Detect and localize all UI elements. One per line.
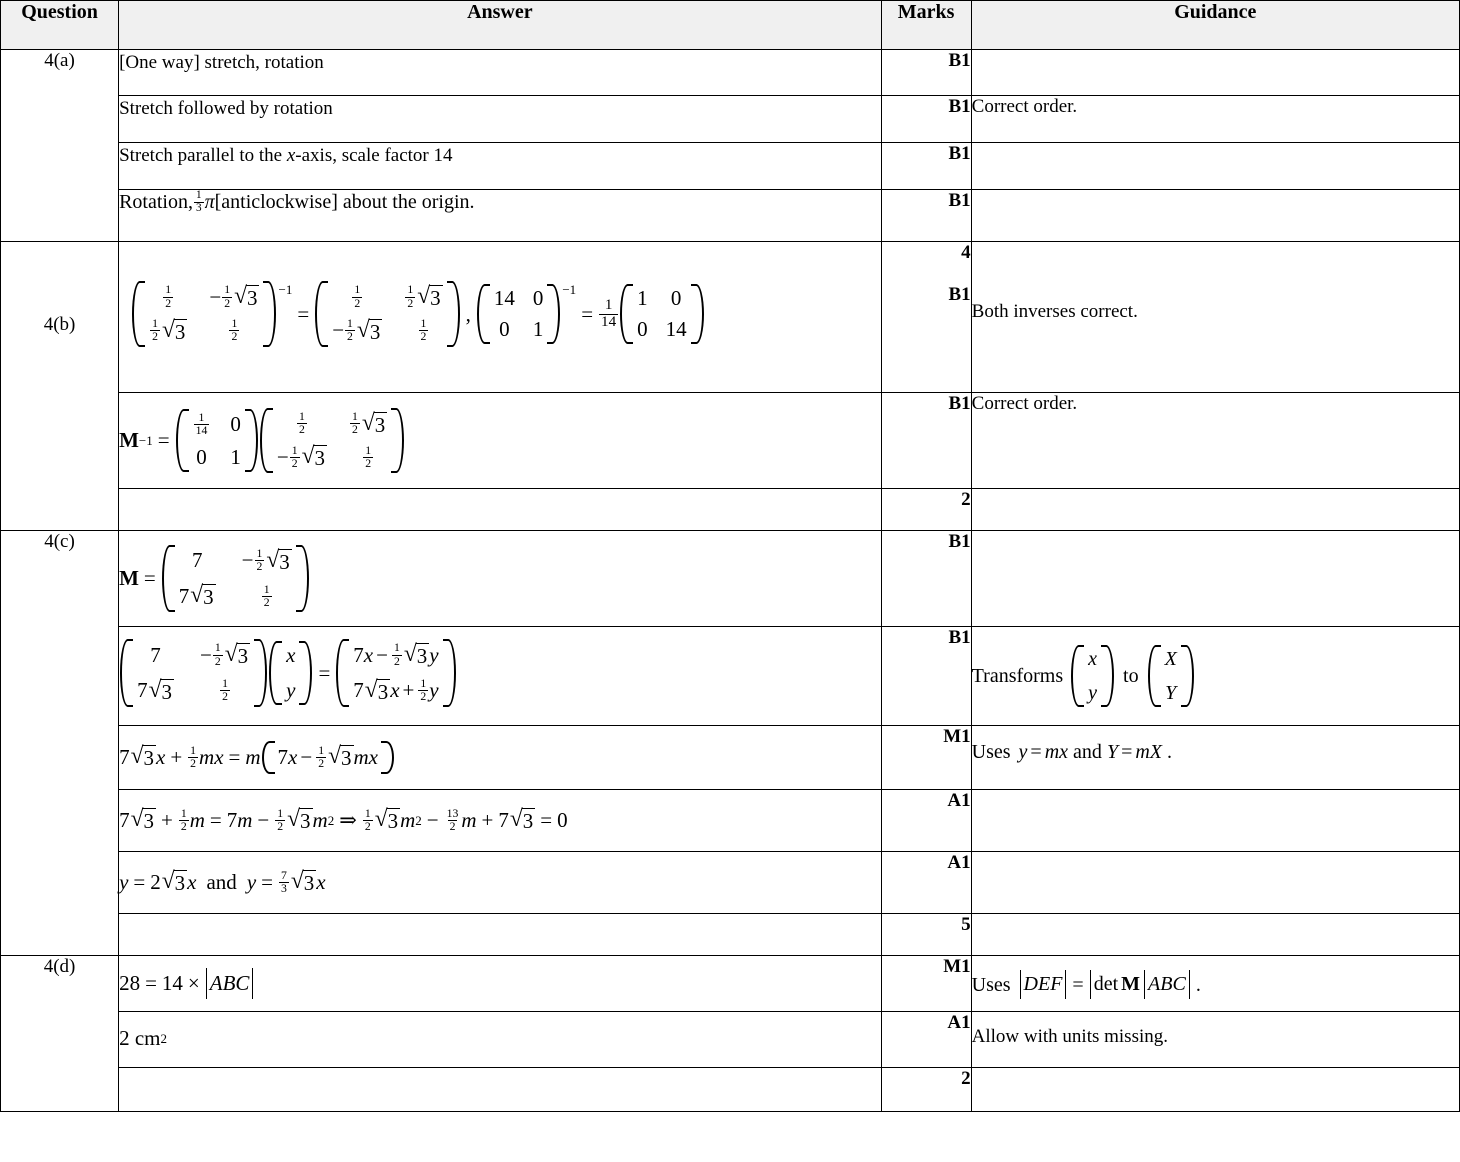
answer-text-suffix: -axis, scale factor 14 xyxy=(295,145,453,166)
marks-cell xyxy=(881,242,971,393)
matrix-M: 7 − $\frac{1}{2}$ √ 3 7 √ 3 $\frac{1}{2}$ xyxy=(120,639,267,706)
marks-cell: B1 xyxy=(881,531,971,627)
answer-cell xyxy=(119,489,882,531)
answer-text xyxy=(119,143,881,169)
answer-text-prefix: Stretch parallel to the xyxy=(119,145,287,166)
guidance-cell xyxy=(971,790,1459,852)
table-row xyxy=(1,726,1460,790)
vector-xy: x y xyxy=(269,641,312,705)
column-header-answer: Answer xyxy=(119,1,882,50)
marks-cell: B1 xyxy=(881,627,971,726)
exponent-minus-one: −1 xyxy=(562,282,577,298)
marks-cell: A1 xyxy=(881,1012,971,1068)
table-row xyxy=(1,531,1460,627)
answer-text: Stretch followed by rotation xyxy=(119,98,333,119)
marks-cell: A1 xyxy=(881,852,971,914)
answer-cell xyxy=(119,914,882,956)
marks-cell: B1 xyxy=(881,50,971,96)
marks-cell: M1 xyxy=(881,726,971,790)
answer-variable-x: x xyxy=(286,145,296,166)
table-row xyxy=(1,852,1460,914)
marks-subtotal-cell: 5 xyxy=(881,914,971,956)
guidance-cell xyxy=(971,50,1459,96)
answer-expression-transform: 7 − $\frac{1}{2}$ √ 3 7 √ 3 $\frac{1}{2}$ x y = 7 x − $\frac{1}{2}$ √ 3 y 7 √ 3 x + $\frac{1}{2}$ y xyxy=(119,639,456,706)
pi-symbol: π xyxy=(204,191,215,214)
guidance-cell: Correct order. xyxy=(971,96,1459,143)
guidance-cell xyxy=(971,627,1459,726)
marks-cell: B1 xyxy=(881,393,971,489)
question-label-4a: 4(a) xyxy=(1,50,119,242)
matrix-M: 7 − $\frac{1}{2}$ √ 3 7 √ 3 $\frac{1}{2}$ xyxy=(162,545,309,612)
table-row xyxy=(1,96,1460,143)
answer-cell xyxy=(119,790,882,852)
answer-cell xyxy=(119,956,882,1012)
answer-expression-solutions: y = 2 √ 3 x and y = $\frac{7}{3}$ √ 3 x xyxy=(119,868,326,896)
column-header-guidance: Guidance xyxy=(971,1,1459,50)
answer-expression-rotation xyxy=(119,190,474,215)
table-row xyxy=(1,242,1460,393)
guidance-cell xyxy=(971,956,1459,1012)
question-label-4d: 4(d) xyxy=(1,956,119,1112)
guidance-transforms xyxy=(972,645,1195,707)
vector-xy: x y xyxy=(1071,645,1114,707)
table-row xyxy=(1,489,1460,531)
bracket-group: 7 x − $\frac{1}{2}$ √ 3 m x xyxy=(262,741,394,775)
matrix-rotation-inverse: $\frac{1}{2}$ $\frac{1}{2}$ √ 3 − $\frac{1}{2}$ √ 3 $\frac{1}{2}$ xyxy=(315,281,459,346)
answer-expression-quadratic: 7 √ 3 + $\frac{1}{2}$ m = 7 m − $\frac{1}{2}$ √ 3 m 2 ⇒ $\frac{1}{2}$ √ 3 m 2 − $\frac{13}{2}$ m + 7 √ 3 = 0 xyxy=(119,806,568,834)
answer-cell xyxy=(119,726,882,790)
answer-cell xyxy=(119,50,882,96)
answer-cell xyxy=(119,393,882,489)
rotation-prefix: Rotation, xyxy=(119,191,193,214)
matrix-symbol-M: M xyxy=(119,428,139,452)
question-label-4b: 4(b) xyxy=(1,242,119,531)
exponent-minus-one: −1 xyxy=(278,282,293,298)
matrix-stretch-inverse: 1 0 0 14 xyxy=(620,284,704,344)
table-row xyxy=(1,50,1460,96)
marks-cell: M1 xyxy=(881,956,971,1012)
determinant-DEF: DEF xyxy=(1020,970,1067,999)
guidance-cell xyxy=(971,489,1459,531)
vector-result: 7 x − $\frac{1}{2}$ √ 3 y 7 √ 3 x + $\frac{1}{2}$ y xyxy=(336,639,455,706)
answer-expression-gradient: 7 √ 3 x + $\frac{1}{2}$ m x = m 7 x − $\frac{1}{2}$ √ 3 m x xyxy=(119,741,395,775)
table-row xyxy=(1,956,1460,1012)
marks-cell: B1 xyxy=(881,190,971,242)
matrix-scale-inverse: $\frac{1}{14}$ 0 0 1 xyxy=(176,409,258,472)
column-header-question: Question xyxy=(1,1,119,50)
guidance-cell: Correct order. xyxy=(971,393,1459,489)
matrix-rotation-inverse: $\frac{1}{2}$ $\frac{1}{2}$ √ 3 − $\frac{1}{2}$ √ 3 $\frac{1}{2}$ xyxy=(260,408,404,473)
guidance-cell xyxy=(971,852,1459,914)
answer-cell xyxy=(119,242,882,393)
table-row xyxy=(1,393,1460,489)
answer-text: [One way] stretch, rotation xyxy=(119,52,324,73)
guidance-determinant: Uses DEF = det M ABC . xyxy=(972,970,1201,999)
answer-expression-units: 2 cm 2 xyxy=(119,1026,167,1050)
table-row xyxy=(1,790,1460,852)
fraction-one-fourteenth: $\frac{1}{14}$ xyxy=(601,296,617,330)
matrix-rotation: $\frac{1}{2}$ − $\frac{1}{2}$ √ 3 $\frac{1}{2}$ √ 3 $\frac{1}{2}$ xyxy=(132,281,276,346)
matrix-symbol-M: M xyxy=(119,566,139,590)
guidance-text: Both inverses correct. xyxy=(971,301,1138,322)
marks-cell: B1 xyxy=(881,96,971,143)
guidance-uses-mx: Uses y = m x and Y = m X . xyxy=(971,741,1173,763)
guidance-to-label: to xyxy=(1123,665,1139,687)
answer-cell xyxy=(119,143,882,190)
mark-value: B1 xyxy=(948,284,971,305)
section-subtotal: 4 xyxy=(961,242,971,263)
answer-expression-inverses: $\frac{1}{2}$ − $\frac{1}{2}$ √ 3 $\frac{1}{2}$ √ 3 $\frac{1}{2}$ −1 = $\frac{1}{2}$ $\frac{1}{2}$ √ 3 − $\frac{1}{2}$ √ 3 $\frac{1}{2}$ , 14 0 0 1 −1 = $\frac{1}{14}$ 1 0 0 14 xyxy=(131,281,705,346)
guidance-cell: Allow with units missing. xyxy=(971,1012,1459,1068)
guidance-cell xyxy=(971,242,1459,393)
determinant-ABC: ABC xyxy=(1144,970,1190,999)
guidance-cell xyxy=(971,726,1459,790)
answer-cell xyxy=(119,627,882,726)
table-row xyxy=(1,1012,1460,1068)
answer-cell xyxy=(119,531,882,627)
guidance-cell xyxy=(971,914,1459,956)
table-row xyxy=(1,627,1460,726)
table-header-row xyxy=(1,1,1460,50)
marks-cell: B1 xyxy=(881,143,971,190)
matrix-stretch: 14 0 0 1 xyxy=(477,284,561,344)
determinant-M: det M xyxy=(1090,970,1142,999)
answer-cell xyxy=(119,96,882,143)
fraction-one-third: $\frac{1}{3}$ xyxy=(195,189,202,214)
question-label-4c: 4(c) xyxy=(1,531,119,956)
answer-cell xyxy=(119,1012,882,1068)
answer-cell xyxy=(119,1068,882,1112)
answer-expression-m-inverse: M −1 = $\frac{1}{14}$ 0 0 1 $\frac{1}{2}$ $\frac{1}{2}$ √ 3 − $\frac{1}{2}$ √ 3 $\frac{1}{2}$ xyxy=(119,408,405,473)
answer-expression-area: 28 = 14 × ABC xyxy=(119,968,254,998)
guidance-cell xyxy=(971,531,1459,627)
determinant-ABC: ABC xyxy=(206,968,254,998)
marks-cell: A1 xyxy=(881,790,971,852)
table-row xyxy=(1,143,1460,190)
table-row xyxy=(1,190,1460,242)
marks-subtotal-cell: 2 xyxy=(881,489,971,531)
column-header-marks: Marks xyxy=(881,1,971,50)
table-row xyxy=(1,1068,1460,1112)
guidance-transforms-label: Transforms xyxy=(971,665,1064,687)
vector-XY: X Y xyxy=(1148,645,1194,707)
marks-subtotal-cell: 2 xyxy=(881,1068,971,1112)
rotation-suffix: [anticlockwise] about the origin. xyxy=(214,191,475,214)
answer-cell xyxy=(119,852,882,914)
guidance-cell xyxy=(971,190,1459,242)
table-row xyxy=(1,914,1460,956)
guidance-cell xyxy=(971,143,1459,190)
area-value: 2 cm xyxy=(119,1026,161,1050)
answer-expression-matrix-M: M = 7 − $\frac{1}{2}$ √ 3 7 √ 3 $\frac{1}{2}$ xyxy=(119,545,310,612)
answer-cell xyxy=(119,190,882,242)
guidance-cell xyxy=(971,1068,1459,1112)
